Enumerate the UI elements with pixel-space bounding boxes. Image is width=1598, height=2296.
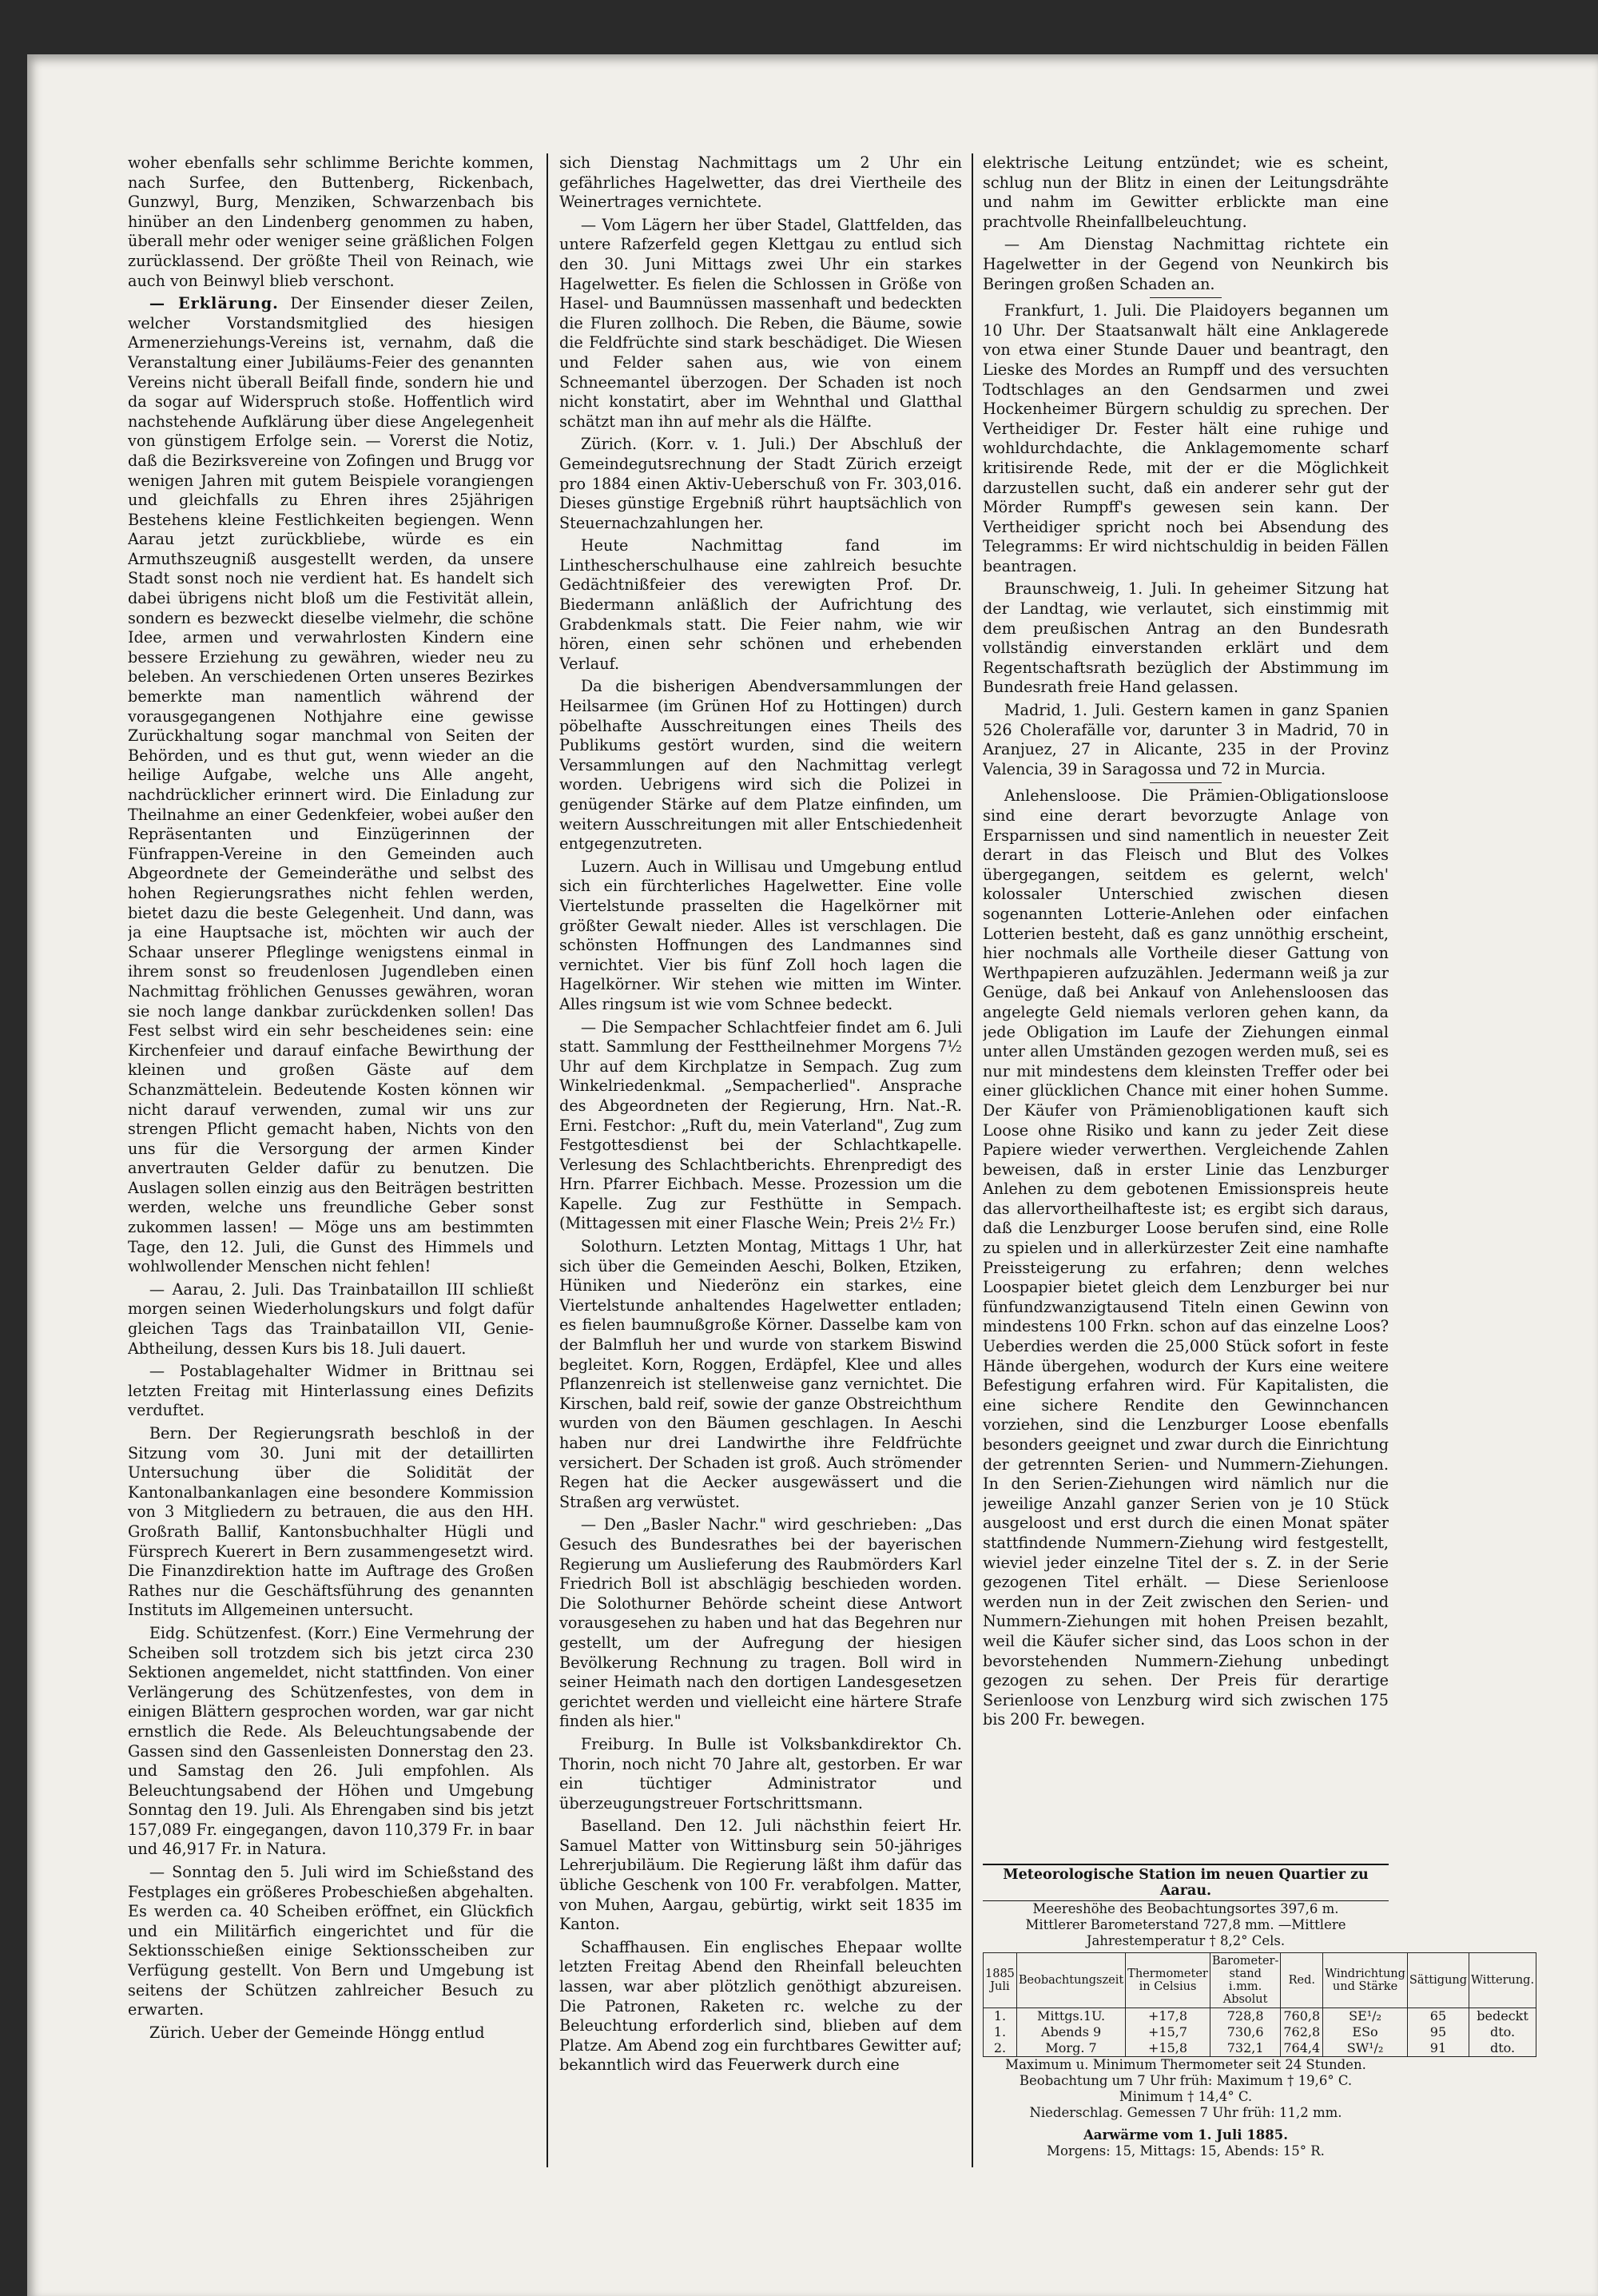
article-schaffhausen: Schaffhausen. Ein englisches Ehepaar wollte letzten Freitag Abend den Rheinfall beleuchten lassen, war aber plötzlich genöthigt abzureisen. Die Patronen, Raketen rc. welche zu der Beleuchtung erforderlich sind, blieben auf dem Platze. Am Abend zog ein furchtbares Gewitter auf; bekanntlich wird das Feuerwerk durch eine bbox=[559, 1937, 962, 2075]
article-text: woher ebenfalls sehr schlimme Berichte kommen, nach Surfee, den Buttenberg, Rickenbach, Gunzwyl, Burg, Menziken, Schwarzenbach bis hinüber an den Lindenberg genommen zu haben, überall mehr oder weniger seine gräßlichen Folgen zurücklassend. Der größte Theil von Reinach, wie auch von Beinwyl blieb verschont. bbox=[128, 153, 534, 290]
table-cell: dto. bbox=[1469, 2024, 1536, 2040]
article-neunkirch: — Am Dienstag Nachmittag richtete ein Hagelwetter in der Gegend von Neunkirch bis Beringen großen Schaden an. bbox=[983, 235, 1389, 293]
table-header: 1885 Juli bbox=[984, 1953, 1017, 2008]
table-header: Red. bbox=[1281, 1953, 1323, 2008]
article-madrid: Madrid, 1. Juli. Gestern kamen in ganz Spanien 526 Cholerafälle vor, darunter 3 in Madrid, 70 in Aranjuez, 27 in Alicante, 235 in der Provinz Valencia, 39 in Saragossa und 72 in Murcia. bbox=[983, 701, 1389, 778]
table-cell: 1. bbox=[984, 2008, 1017, 2025]
table-cell: ESo bbox=[1323, 2024, 1408, 2040]
column-1 bbox=[128, 153, 534, 2167]
separator bbox=[1150, 782, 1222, 783]
weather-title: Meteorologische Station im neuen Quartier zu Aarau. bbox=[983, 1864, 1389, 1901]
article-heading: — Erklärung. bbox=[149, 294, 279, 313]
article-text: sich Dienstag Nachmittags um 2 Uhr ein gefährliches Hagelwetter, das drei Viertheile des Weinertrages vernichtete. bbox=[559, 153, 962, 212]
article-luzern: Luzern. Auch in Willisau und Umgebung entlud sich ein fürchterliches Hagelwetter. Eine volle Viertelstunde prasselten die Hagelkörner mit größter Gewalt nieder. Alles ist verschlagen. Die schönsten Hoffnungen des Landmannes sind vernichtet. Vier bis fünf Zoll hoch lagen die Hagelkörner. Wir stehen wie mitten im Winter. Alles ringsum ist wie vom Schnee bedeckt. bbox=[559, 857, 962, 1013]
table-header: Witterung. bbox=[1469, 1953, 1536, 2008]
article-text: elektrische Leitung entzündet; wie es scheint, schlug nun der Blitz in einen der Leitungsdrähte und nahm im Gewitter erblickte man eine prachtvolle Rheinfallbeleuchtung. bbox=[983, 153, 1389, 231]
aar-title: Aarwärme vom 1. Juli 1885. bbox=[1083, 2127, 1288, 2143]
table-cell: 732,1 bbox=[1210, 2040, 1281, 2057]
table-header: Barometer-stand i.mm. Absolut bbox=[1210, 1953, 1281, 2008]
table-cell: +17,8 bbox=[1126, 2008, 1210, 2025]
article-biedermann: Heute Nachmittag fand im Linthescherschulhause eine zahlreich besuchte Gedächtnißfeier des verewigten Prof. Dr. Biedermann anläßlich der Aufrichtung des Grabdenkmals statt. Die Feier nahm, wie wir hören, einen sehr schönen und erhebenden Verlauf. bbox=[559, 536, 962, 673]
article-schuetzenfest: Eidg. Schützenfest. (Korr.) Eine Vermehrung der Scheiben soll trotzdem sich bis jetzt circa 230 Sektionen angemeldet, nicht stattfinden. Von einer Verlängerung des Schützenfestes, von dem in einigen Blättern gesprochen worden, war gar nicht ernstlich die Rede. Als Beleuchtungsabende der Gassen sind den Gassenleisten Donnerstag den 23. und Samstag den 26. Juli empfohlen. Als Beleuchtungsabend der Höhen und Umgebung Sonntag den 19. Juli. Als Ehrengaben sind bis jetzt 157,089 Fr. eingegangen, davon 110,379 Fr. in baar und 46,917 Fr. in Natura. bbox=[128, 1623, 534, 1859]
article-aarau: — Aarau, 2. Juli. Das Trainbataillon III schließt morgen seinen Wiederholungskurs und folgt dafür gleichen Tags das Trainbataillon VII, Genie-Abtheilung, dessen Kurs bis 18. Juli dauert. bbox=[128, 1279, 534, 1358]
table-cell: bedeckt bbox=[1469, 2008, 1536, 2025]
article-baselland: Baselland. Den 12. Juli nächsthin feiert Hr. Samuel Matter von Wittinsburg sein 50-jähriges Lehrerjubiläum. Die Regierung läßt ihm dafür das übliche Geschenk von 100 Fr. verabfolgen. Matter, von Muhen, Aargau, gebürtig, wirkt seit 1835 im Kanton. bbox=[559, 1817, 962, 1934]
table-cell: 728,8 bbox=[1210, 2008, 1281, 2025]
separator bbox=[1150, 297, 1222, 298]
table-cell: 1. bbox=[984, 2024, 1017, 2040]
article-text: Der Einsender dieser Zeilen, welcher Vorstandsmitglied des hiesigen Armenerziehungs-Vereins ist, vernahm, daß die Veranstaltung einer Jubiläums-Feier des genannten Vereins nicht überall Beifall finde, sondern hie und da sogar auf Widerspruch stoße. Hoffentlich wird nachstehende Aufklärung über diese Angelegenheit von günstigem Erfolge sein. — Vorerst die Notiz, daß die Bezirksvereine von Zofingen und Brugg vor wenigen Jahren mit gutem Beispiele vorangiengen und gleichfalls zu Ehren ihres 25jährigen Bestehens kleine Festlichkeiten begiengen. Wenn Aarau jetzt zurückbliebe, würde es ein Armuthszeugniß ausgestellt werden, da unsere Stadt sonst noch nie verdient hat. Es handelt sich dabei übrigens nicht bloß um die Festivität allein, sondern es bezweckt dieselbe vielmehr, die schöne Idee, armen und verwahrlosten Kindern eine bessere Erziehung zu gewähren, wieder neu zu beleben. An verschiedenen Orten unseres Bezirkes bemerkte man namentlich während der vorausgegangenen Nothjahre eine gewisse Zurückhaltung sogar manchmal von Seiten der Behörden, und es thut gut, wenn wieder an die heilige Aufgabe, welche uns Alle angeht, nachdrücklicher erinnert wird. Die Einladung zur Theilnahme an einer Gedenkfeier, wobei außer den Repräsentanten und Einzügerinnen der Fünfrappen-Vereine in den Gemeinden auch Abgeordnete der Gemeinderäthe und selbst des hohen Regierungsrathes nicht fehlen werden, bietet dazu die beste Gelegenheit. Und dann, was ja eine Hauptsache ist, möchten wir auch der Schaar unserer Pfleglinge wenigstens einmal in ihrem sonst so freudenlosen Jugendleben einen Nachmittag fröhlichen Genusses gewähren, woran sie noch lange dankbar zurückdenken sollen! Das Fest selbst wird ein sehr bescheidenes sein: eine Kirchenfeier und darauf einfache Bewirthung der kleinen und großen Gäste auf dem Schanzmättelein. Bedeutende Kosten können wir nicht darauf verwenden, zumal wir uns zur strengen Pflicht gemacht haben, Nichts von den uns für die Versorgung der armen Kinder anvertrauten Gelder dafür zu benutzen. Die Auslagen sollen einzig aus den Beiträgen bestritten werden, welche uns freundliche Geber sonst zukommen lassen! — Möge uns am bestimmten Tage, den 12. Juli, die Gunst des Himmels und wohlwollender Menschen nicht fehlen! bbox=[128, 294, 534, 1276]
article-zuerich-hoengg: Zürich. Ueber der Gemeinde Höngg entlud bbox=[149, 2023, 485, 2042]
table-cell: 95 bbox=[1407, 2024, 1469, 2040]
table-header: Sättigung bbox=[1407, 1953, 1469, 2008]
article-bern: Bern. Der Regierungsrath beschloß in der Sitzung vom 30. Juni mit der detaillirten Untersuchung über die Solidität der Kantonalbankanlagen eine besondere Kommission von 3 Mitgliedern zu betrauen, die aus den HH. Großrath Ballif, Kantonsbuchhalter Hügli und Fürsprech Kuerert in Bern zusammengesetzt wird. Die Finanzdirektion hatte im Auftrage des Großen Rathes nur die Geschäftsführung des genannten Instituts im Allgemeinen untersucht. bbox=[128, 1424, 534, 1620]
weather-maximum: Beobachtung um 7 Uhr früh: Maximum † 19,6° C. bbox=[1019, 2073, 1353, 2088]
table-cell: 762,8 bbox=[1281, 2024, 1323, 2040]
aar-values: Morgens: 15, Mittags: 15, Abends: 15° R. bbox=[1047, 2143, 1325, 2159]
weather-report bbox=[983, 1864, 1535, 2159]
table-cell: +15,7 bbox=[1126, 2024, 1210, 2040]
article-basler: — Den „Basler Nachr." wird geschrieben: „Das Gesuch des Bundesrathes bei der bayerischen Regierung um Auslieferung des Raubmörders Karl Friedrich Boll ist abschlägig beschieden worden. Die Solothurner Behörde scheint diese Antwort vorausgesehen zu haben und hat das Begehren nur gestellt, um der Aufregung der hiesigen Bevölkerung Rechnung zu tragen. Boll wird in seiner Heimath nach den dortigen Landesgesetzen gerichtet werden und vielleicht eine härtere Strafe finden als hier." bbox=[559, 1515, 962, 1731]
weather-barometer-mean: Mittlerer Barometerstand 727,8 mm. —Mittlere Jahrestemperatur † 8,2° Cels. bbox=[1025, 1917, 1346, 1948]
table-row bbox=[984, 2024, 1536, 2040]
table-cell: Mittgs.1U. bbox=[1016, 2008, 1125, 2025]
table-cell: 65 bbox=[1407, 2008, 1469, 2025]
column-2 bbox=[559, 153, 962, 2167]
table-cell: dto. bbox=[1469, 2040, 1536, 2057]
table-cell: 764,4 bbox=[1281, 2040, 1323, 2057]
weather-minmax-note: Maximum u. Minimum Thermometer seit 24 Stunden. bbox=[1005, 2057, 1366, 2072]
article-freiburg: Freiburg. In Bulle ist Volksbankdirektor Ch. Thorin, noch nicht 70 Jahre alt, gestorben. Er war ein tüchtiger Administrator und überzeugungstreuer Fortschrittsmann. bbox=[559, 1734, 962, 1813]
weather-minimum: Minimum † 14,4° C. bbox=[1119, 2089, 1253, 2104]
table-cell: 91 bbox=[1407, 2040, 1469, 2057]
table-cell: 760,8 bbox=[1281, 2008, 1323, 2025]
table-cell: +15,8 bbox=[1126, 2040, 1210, 2057]
aar-temperature bbox=[983, 2127, 1389, 2159]
article-solothurn: Solothurn. Letzten Montag, Mittags 1 Uhr, hat sich über die Gemeinden Aeschi, Bolken, Etziken, Hüniken und Niederönz ein starkes, eine Viertelstunde anhaltendes Hagelwetter entladen; es fielen baumnußgroße Körner. Dasselbe kam von der Balmfluh her und wurde von starkem Biswind begleitet. Korn, Roggen, Erdäpfel, Klee und alles Pflanzenreich ist stellenweise ganz vernichtet. Die Kirschen, bald reif, sowie der ganze Obstreichthum wurden von den Bäumen geschlagen. In Aeschi haben nur drei Landwirthe ihre Feldfrüchte versichert. Der Schaden ist groß. Auch strömender Regen hat die Aecker ausgewässert und die Straßen arg verwüstet. bbox=[559, 1237, 962, 1511]
column-rule bbox=[547, 153, 548, 2167]
table-cell: 730,6 bbox=[1210, 2024, 1281, 2040]
table-row bbox=[984, 2040, 1536, 2057]
article-postablage: — Postablagehalter Widmer in Brittnau sei letzten Freitag mit Hinterlassung eines Defizits verduftet. bbox=[128, 1362, 534, 1420]
table-cell: 2. bbox=[984, 2040, 1017, 2057]
table-cell: SE¹/₂ bbox=[1323, 2008, 1408, 2025]
table-cell: SW¹/₂ bbox=[1323, 2040, 1408, 2057]
weather-precipitation: Niederschlag. Gemessen 7 Uhr früh: 11,2 mm. bbox=[1029, 2105, 1342, 2120]
article-heilsarmee: Da die bisherigen Abendversammlungen der Heilsarmee (im Grünen Hof zu Hottingen) durch pöbelhafte Ausschreitungen eines Theils des Publikums gestört wurden, sind die weitern Versammlungen auf den Nachmittag verlegt worden. Uebrigens wird sich die Polizei in genügender Stärke auf dem Platze einfinden, um weitern Ausschreitungen mit aller Entschiedenheit entgegenzutreten. bbox=[559, 677, 962, 854]
table-header: Thermometer in Celsius bbox=[1126, 1953, 1210, 2008]
article-zuerich: Zürich. (Korr. v. 1. Juli.) Der Abschluß der Gemeindegutsrechnung der Stadt Zürich erzeigt pro 1884 einen Aktiv-Ueberschuß von Fr. 303,016. Dieses günstige Ergebniß rührt hauptsächlich von Steuernachzahlungen her. bbox=[559, 435, 962, 532]
article-anlehensloose: Anlehensloose. Die Prämien-Obligationsloose sind eine derart bevorzugte Anlage von Ersparnissen und sind namentlich in neuester Zeit derart in das Fleisch und Blut des Volkes übergegangen, seitdem es gelernt, welch' kolossaler Unterschied zwischen diesen sogenannten Lotterie-Anlehen oder einfachen Lotterien besteht, daß es ganz unnöthig erscheint, hier nochmals alle Vortheile dieser Gattung von Werthpapieren aufzuzählen. Jedermann weiß ja zur Genüge, daß bei Ankauf von Anlehensloosen das angelegte Geld niemals verloren gehen kann, da jede Obligation im Laufe der Ziehungen einmal unter allen Umständen gezogen werden muß, sei es nur mit mindestens dem kleinsten Treffer oder bei einer glücklichen Chance mit einer hohen Summe. Der Käufer von Prämienobligationen kauft sich Loose ohne Risiko und kann zu jeder Zeit diese Papiere wieder verwerthen. Vergleichende Zahlen beweisen, daß in erster Linie das Lenzburger Anlehen zu dem gebotenen Emissionspreis heute das allervortheilhafteste ist; es ergibt sich daraus, daß die Lenzburger Loose berufen sind, eine Rolle zu spielen und in allerkürzester Zeit eine namhafte Preissteigerung zu erfahren; denn welches Loospapier bietet gleich dem Lenzburger bei nur fünfundzwanzigtausend Titeln einen Gewinn von mindestens 100 Frkn. schon auf das einzelne Loos? Ueberdies werden die 25,000 Stück sofort in feste Hände übergehen, wodurch der Kurs eine weitere Befestigung erfahren wird. Für Kapitalisten, die eine sichere Rendite den Gewinnchancen vorziehen, sind die Lenzburger Loose ebenfalls besonders geeignet und zwar durch die Einrichtung der getrennten Serien- und Nummern-Ziehungen. In den Serien-Ziehungen wird nämlich nur die jeweilige Anzahl ganzer Serien von je 10 Stück ausgeloost und erst durch die einen Monat später stattfindende Nummern-Ziehung wird festgestellt, wieviel jeder einzelne Titel der s. Z. in der Serie gezogenen Titel erhält. — Diese Serienloose werden nun in der Zeit zwischen den Serien- und Nummern-Ziehungen mit hohen Preisen bezahlt, weil die Käufer sicher sind, das Loos schon in der bevorstehenden Nummern-Ziehung unbedingt gezogen zu sehen. Der Preis für derartige Serienloose von Lenzburg wird sich zwischen 175 bis 200 Fr. bewegen. bbox=[983, 786, 1389, 1729]
article-laegern: — Vom Lägern her über Stadel, Glattfelden, das untere Rafzerfeld gegen Klettgau zu entlud sich den 30. Juni Mittags zwei Uhr ein starkes Hagelwetter. Es fielen die Schlossen in Größe von Hasel- und Baumnüssen massenhaft und bedeckten die Fluren zollhoch. Die Reben, die Bäume, sowie die Feldfrüchte sind stark beschädiget. Die Wiesen und Felder sahen aus, wie von einem Schneemantel überzogen. Der Schaden ist noch nicht konstatirt, aber im Wehnthal und Glatthal schätzt man ihn auf mehr als die Hälfte. bbox=[559, 215, 962, 431]
table-row bbox=[984, 2008, 1536, 2025]
table-header: Beobachtungszeit bbox=[1016, 1953, 1125, 2008]
article-probeschiessen: — Sonntag den 5. Juli wird im Schießstand des Festplages ein größeres Probeschießen abgehalten. Es werden ca. 40 Scheiben eröffnet, ein Glückfich und ein Militärfich eingerichtet und für die Sektionsschießen einige Sektionsscheiben zur Verfügung gestellt. Von Bern und Umgebung ist seitens der Schützen zahlreicher Besuch zu erwarten. bbox=[128, 1863, 534, 2019]
weather-altitude: Meereshöhe des Beobachtungsortes 397,6 m. bbox=[1032, 1901, 1339, 1916]
article-sempach: — Die Sempacher Schlachtfeier findet am 6. Juli statt. Sammlung der Festtheilnehmer Morgens 7½ Uhr auf dem Kirchplatze in Sempach. Zug zum Winkelriedenkmal. „Sempacherlied". Ansprache des Abgeordneten der Regierung, Hrn. Nat.-R. Erni. Festchor: „Ruft du, mein Vaterland", Zug zum Festgottesdienst bei der Schlachtkapelle. Verlesung des Schlachtberichts. Ehrenpredigt des Hrn. Pfarrer Eichbach. Messe. Prozession um die Kapelle. Zug zur Festhütte in Sempach. (Mittagessen mit einer Flasche Wein; Preis 2½ Fr.) bbox=[559, 1017, 962, 1233]
table-cell: Morg. 7 bbox=[1016, 2040, 1125, 2057]
column-rule bbox=[972, 153, 973, 2167]
article-frankfurt: Frankfurt, 1. Juli. Die Plaidoyers begannen um 10 Uhr. Der Staatsanwalt hält eine Anklagerede von etwa einer Stunde Dauer und beantragt, den Lieske des Mordes an Rumpff und des versuchten Todtschlages an den Gendsarmen und zwei Hockenheimer Bürgern schuldig zu sprechen. Der Vertheidiger Dr. Fester hält eine ruhige und wohldurchdachte, die Anklagemomente scharf kritisirende Rede, mit der er die Möglichkeit darzustellen sucht, daß ein anderer sehr gut der Mörder Rumpff's gewesen sein kann. Der Vertheidiger spricht noch bei Absendung des Telegramms: Er wird nichtschuldig in beiden Fällen beantragen. bbox=[983, 301, 1389, 575]
article-erklaerung bbox=[128, 294, 534, 1277]
table-header: Windrichtung und Stärke bbox=[1323, 1953, 1408, 2008]
table-cell: Abends 9 bbox=[1016, 2024, 1125, 2040]
article-braunschweig: Braunschweig, 1. Juli. In geheimer Sitzung hat der Landtag, wie verlautet, sich einstimmig mit dem preußischen Antrag an den Bundesrath vollständig einverstanden erklärt und dem Regentschaftsrath bezüglich der Abstimmung im Bundesrath freie Hand gelassen. bbox=[983, 579, 1389, 697]
weather-table bbox=[983, 1952, 1536, 2057]
